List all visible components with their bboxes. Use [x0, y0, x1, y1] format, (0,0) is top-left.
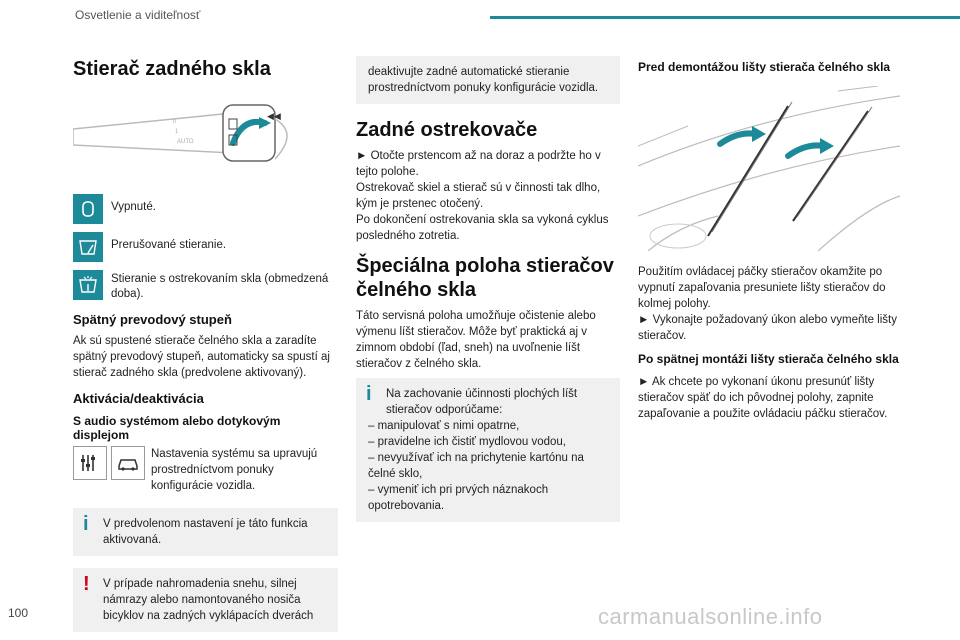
- watermark: carmanualsonline.info: [598, 604, 823, 629]
- svg-text:1: 1: [175, 129, 179, 135]
- svg-text:◀◀: ◀◀: [267, 111, 281, 121]
- after-refit-heading: Po spätnej montáži lišty stierača čelného skla: [638, 352, 899, 366]
- info-icon: i: [366, 383, 372, 405]
- mode-intermittent: [73, 232, 338, 262]
- warning-box: [73, 568, 338, 632]
- special-position-text: Táto servisná poloha umožňuje očistenie alebo výmenu líšt stieračov. Môže byť praktická aj v zimnom období (ľad, sneh) na uvoľnenie líšt stieračov z čelného skla.: [356, 310, 596, 370]
- washers-line-3: Po dokončení ostrekovania skla sa vykoná cyklus posledného zotretia.: [356, 214, 609, 242]
- mode-wash: [73, 270, 338, 302]
- mode-wash-label: Stieranie s ostrekovaním skla (obmedzená doba).: [111, 273, 329, 300]
- wiper-care-item: – manipulovať s nimi opatrne,: [368, 420, 520, 432]
- before-removal-text: Použitím ovládacej páčky stieračov okamžite po vypnutí zapaľovania presuniete lišty stieračov do kolmej polohy.: [638, 266, 886, 310]
- column-1: [73, 40, 338, 632]
- info-box: [73, 508, 338, 556]
- vehicle-icon: [111, 446, 145, 480]
- mode-off-label: Vypnuté.: [111, 201, 156, 213]
- column-3: [638, 40, 902, 428]
- before-removal-step: ► Vykonajte požadovaný úkon alebo vymeňte lišty stieračov.: [638, 314, 897, 342]
- info-text: V predvolenom nastavení je táto funkcia aktivovaná.: [103, 518, 308, 546]
- wiper-care-intro: Na zachovanie účinnosti plochých líšt stieračov odporúčame:: [386, 388, 578, 416]
- settings-menu-icon: [73, 446, 107, 480]
- section-title: Osvetlenie a viditeľnosť: [75, 8, 201, 22]
- special-position-heading: Špeciálna poloha stieračov čelného skla: [356, 255, 614, 301]
- svg-text:AUTO: AUTO: [177, 139, 194, 145]
- warning-text: V prípade nahromadenia snehu, silnej námrazy alebo namontovaného nosiča bicyklov na zadných vyklápacích dverách: [103, 578, 314, 622]
- header-accent-bar: [490, 16, 960, 19]
- wiper-stalk-illustration: [73, 99, 338, 184]
- column-2: [356, 40, 620, 522]
- warning-continued-text: deaktivujte zadné automatické stieranie prostredníctvom ponuky konfigurácie vozidla.: [368, 66, 599, 94]
- windscreen-wipers-illustration: [638, 86, 902, 256]
- washers-heading: Zadné ostrekovače: [356, 119, 538, 141]
- rear-wiper-wash-icon: [73, 270, 103, 300]
- info-icon: i: [83, 513, 89, 535]
- washers-line-2: Ostrekovač skiel a stierač sú v činnosti tak dlho, kým je prstenec otočený.: [356, 182, 601, 210]
- settings-icons: [73, 446, 145, 480]
- rear-wiper-intermittent-icon: [73, 232, 103, 262]
- after-refit-text: ► Ak chcete po vykonaní úkonu presunúť lišty stieračov späť do ich pôvodnej polohy, zapnite zapaľovanie a použite ovládaciu páčku stieračov.: [638, 376, 888, 420]
- warning-icon: !: [83, 573, 90, 595]
- before-removal-heading: Pred demontážou lišty stierača čelného skla: [638, 60, 891, 74]
- rear-wiper-off-icon: [73, 194, 103, 224]
- svg-text:0: 0: [173, 119, 177, 125]
- activation-heading: Aktivácia/deaktivácia: [73, 391, 204, 406]
- washers-line-1: ► Otočte prstencom až na doraz a podržte ho v tejto polohe.: [356, 150, 601, 178]
- wiper-care-item: – nevyužívať ich na prichytenie kartónu na čelné sklo,: [368, 452, 584, 480]
- audio-text: Nastavenia systému sa upravujú prostredníctvom ponuky konfigurácie vozidla.: [151, 448, 318, 492]
- wiper-care-item: – pravidelne ich čistiť mydlovou vodou,: [368, 436, 566, 448]
- mode-intermittent-label: Prerušované stieranie.: [111, 239, 227, 251]
- page-number: 100: [8, 606, 29, 620]
- wiper-care-item: – vymeniť ich pri prvých náznakoch opotrebovania.: [368, 484, 549, 512]
- audio-heading: S audio systémom alebo dotykovým displejom: [73, 414, 281, 442]
- reverse-text: Ak sú spustené stierače čelného skla a zaradíte spätný prevodový stupeň, automaticky sa spustí aj stierač zadného skla (predvolene aktivovaný).: [73, 335, 330, 379]
- audio-block: [73, 446, 338, 500]
- mode-off: [73, 194, 338, 224]
- warning-continued-box: [356, 56, 620, 104]
- page-title: Stierač zadného skla: [73, 58, 271, 80]
- wiper-care-box: [356, 378, 620, 522]
- reverse-heading: Spätný prevodový stupeň: [73, 312, 232, 327]
